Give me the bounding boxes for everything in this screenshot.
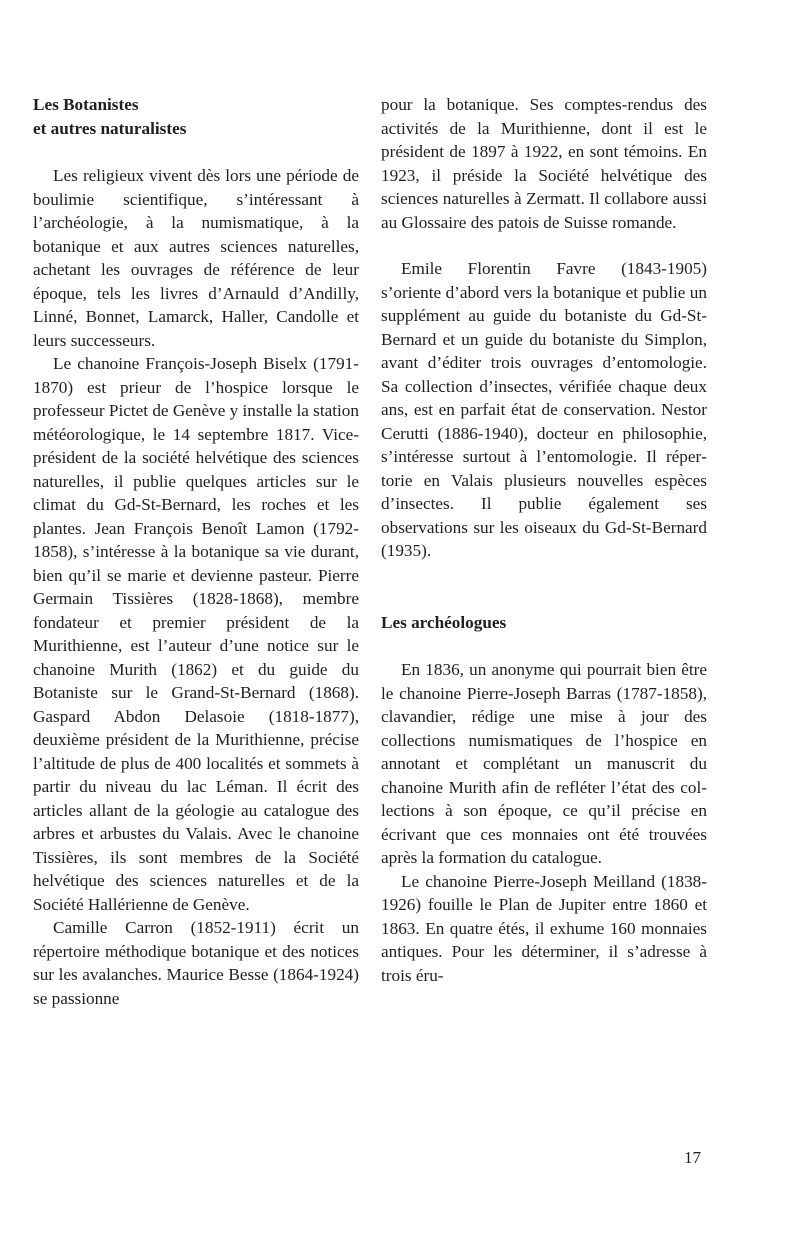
section-heading-botanistes-line2: et autres naturalistes (33, 118, 187, 138)
paragraph: Camille Carron (1852-1911) écrit un répertoire méthodique botanique et des notices sur les avalanches. Maurice Besse (1864-1924) se passionne (33, 918, 359, 1008)
paragraph: Le chanoine Pierre-Joseph Meilland (1838-1926) fouille le Plan de Jupiter entre 1860 et 1863. En quatre étés, il exhume 160 monnaies antiques. Pour les déterminer, il s’adresse à trois éru- (381, 871, 707, 985)
paragraph-continuation: pour la botanique. Ses comptes-rendus des activités de la Murithienne, dont il est le président de 1897 à 1922, en sont témoins. En 1923, il préside la Société helvétique des sciences naturelles à Zermatt. Il collabore aussi au Glossaire des patois de Suisse romande. (381, 95, 707, 232)
section-heading-botanistes: Les Botanistes (33, 95, 139, 114)
paragraph: En 1836, un anonyme qui pourrait bien être le chanoine Pierre-Joseph Barras (1787-1858), clavandier, rédige une mise à jour des collections numismatiques de l’hospice en annotant et complétant un manuscrit du chanoine Murith afin de refléter l’état des collections à son époque, ce qu’il précise en écrivant que ces monnaies ont été trouvées après la formation du catalogue. (381, 660, 707, 867)
right-column (381, 93, 707, 987)
paragraph: Le chanoine François-Joseph Biselx (1791-1870) est prieur de l’hospice lorsque le professeur Pictet de Genève y installe la station météorologique, le 14 septembre 1817. Vice-président de la société helvétique des sciences naturelles, il publie quelques articles sur le climat du Gd-St-Bernard, les roches et les plantes. Jean François Benoît Lamon (1792-1858), s’intéresse à la botanique sa vie durant, bien qu’il se marie et devienne pasteur. Pierre Germain Tissières (1828-1868), membre fondateur et premier président de la Murithienne, est l’auteur d’une notice sur le chanoine Murith (1862) et du guide du Botaniste sur le Grand-St-Bernard (1868). Gaspard Abdon Delasoie (1818-1877), deuxième président de la Murithienne, précise l’altitude de plus de 400 localités et sommets à partir du niveau du lac Léman. Il écrit des articles allant de la géologie au catalogue des arbres et arbustes du Valais. Avec le chanoine Tissières, ils sont membres de la Société helvétique des sciences naturelles et de la Société Hallérienne de Genève. (33, 354, 359, 914)
paragraph: Emile Florentin Favre (1843-1905) s’oriente d’abord vers la botanique et publie un supplément au guide du botaniste du Gd-St-Bernard et un guide du botaniste du Simplon, avant d’éditer trois ouvrages d’entomologie. Sa collection d’insectes, vérifiée chaque deux ans, est en parfait état de conservation. Nestor Cerutti (1886-1940), docteur en philosophie, s’intéresse surtout à l’entomologie. Il répertorie en Valais plusieurs nouvelles espèces d’insectes. Il publie également ses observations sur les oiseaux du Gd-St-Bernard (1935). (381, 259, 707, 560)
section-heading-archeologues: Les archéologues (381, 612, 507, 632)
page-number: 17 (684, 1148, 701, 1167)
paragraph: Les religieux vivent dès lors une période de boulimie scientifique, s’intéressant à l’archéologie, à la numismatique, à la botanique et aux autres sciences naturelles, achetant les ouvrages de référence de leur époque, tels les livres d’Arnauld d’Andilly, Linné, Bonnet, Lamarck, Haller, Candolle et leurs successeurs. (33, 166, 359, 350)
left-column (33, 93, 359, 1010)
